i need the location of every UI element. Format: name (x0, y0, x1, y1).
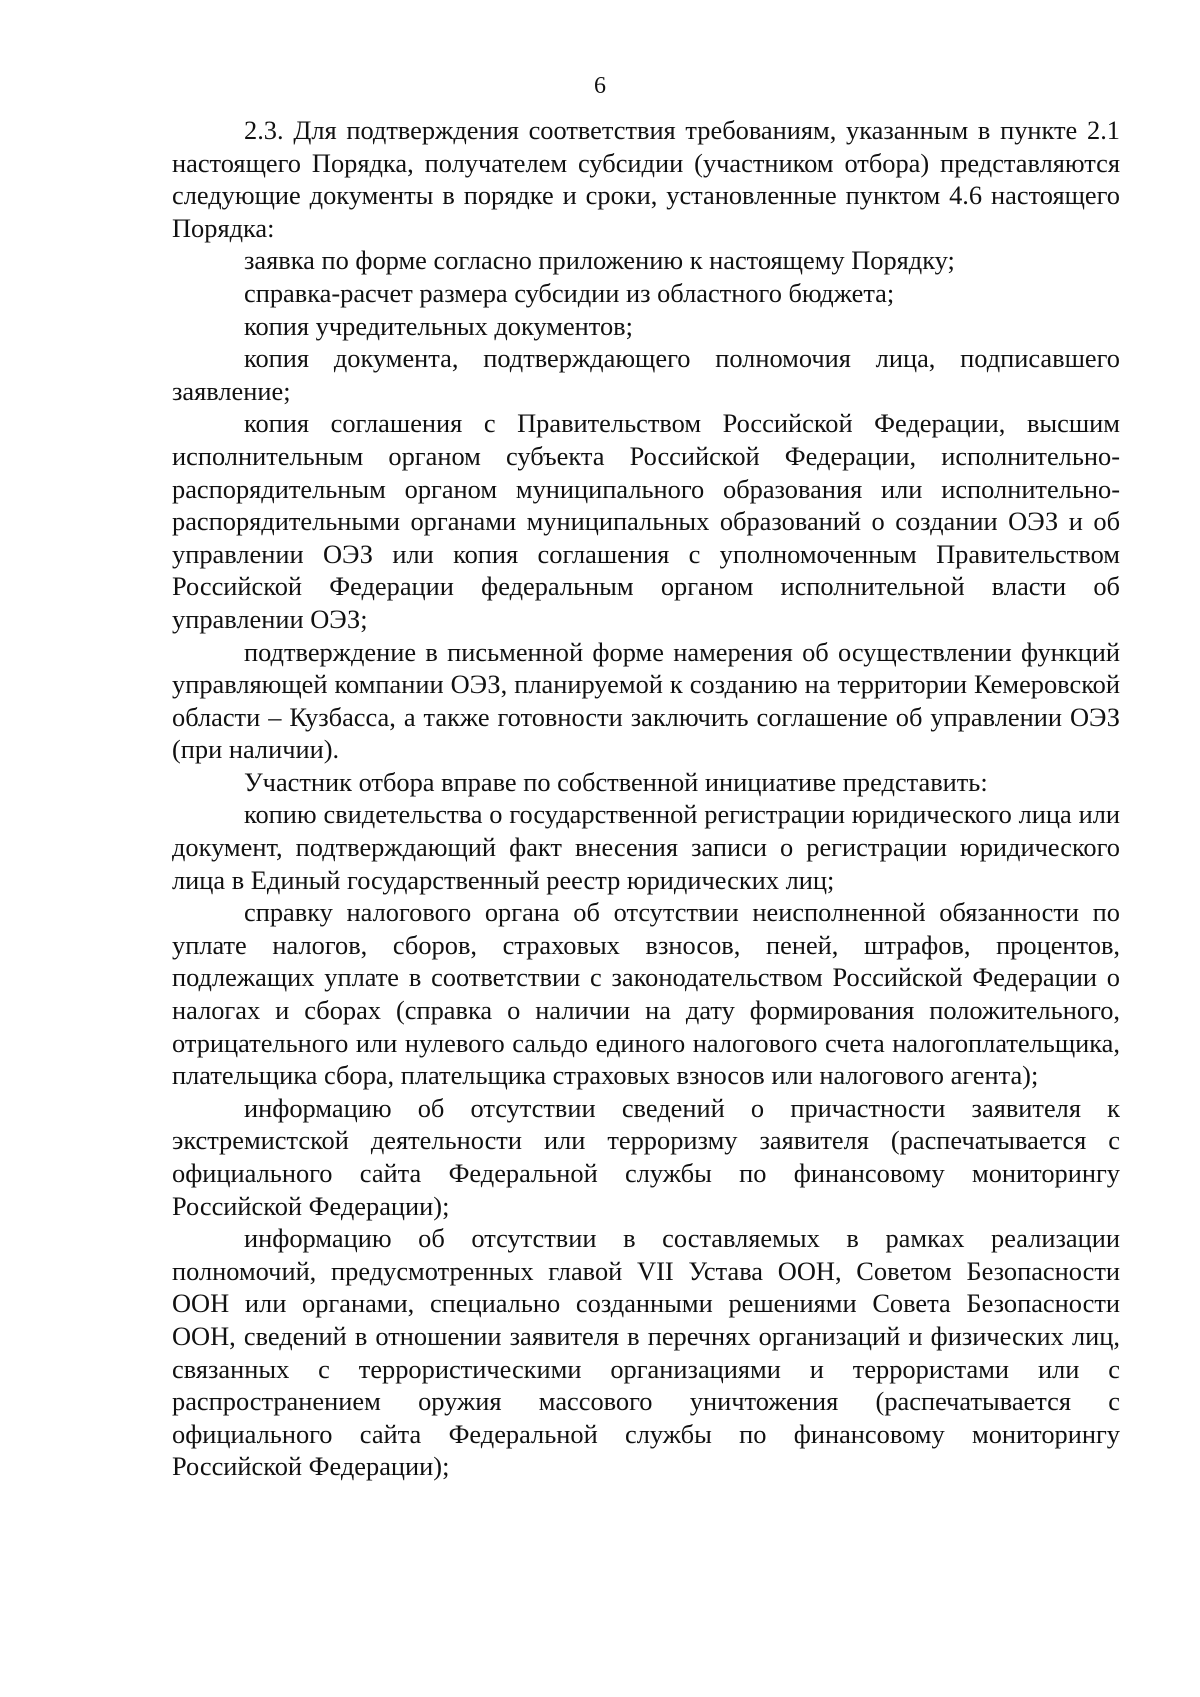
document-body (172, 114, 1120, 1483)
list-item: информацию об отсутствии в составляемых в рамках реализации полномочий, предусмотренных главой VII Устава ООН, Советом Безопасности ООН или органами, специально созданными решениями Совета Безопасности ООН, сведений в отношении заявителя в перечнях организаций и физических лиц, связанных с террористическими организациями и террористами или с распространением оружия массового уничтожения (распечатывается с официального сайта Федеральной службы по финансовому мониторингу Российской Федерации); (172, 1223, 1120, 1482)
list-item: справку налогового органа об отсутствии неисполненной обязанности по уплате налогов, сборов, страховых взносов, пеней, штрафов, процентов, подлежащих уплате в соответствии с законодательством Российской Федерации о налогах и сборах (справка о наличии на дату формирования положительного, отрицательного или нулевого сальдо единого налогового счета налогоплательщика, плательщика сбора, плательщика страховых взносов или налогового агента); (172, 897, 1120, 1091)
list-item: информацию об отсутствии сведений о причастности заявителя к экстремистской деятельности или терроризму заявителя (распечатывается с официального сайта Федеральной службы по финансовому мониторингу Российской Федерации); (172, 1092, 1120, 1221)
paragraph-optional-intro: Участник отбора вправе по собственной инициативе представить: (244, 766, 988, 797)
list-item: копию свидетельства о государственной регистрации юридического лица или документ, подтверждающий факт внесения записи о регистрации юридического лица в Единый государственный реестр юридических лиц; (172, 799, 1120, 895)
list-item: копия соглашения с Правительством Российской Федерации, высшим исполнительным органом субъекта Российской Федерации, исполнительно-распорядительным органом муниципального образования или исполнительно-распорядительными органами муниципальных образований о создании ОЭЗ и об управлении ОЭЗ или копия соглашения с уполномоченным Правительством Российской Федерации федеральным органом исполнительной власти об управлении ОЭЗ; (172, 408, 1120, 634)
page-number: 6 (594, 73, 606, 99)
list-item: копия учредительных документов; (244, 310, 633, 341)
list-item: заявка по форме согласно приложению к настоящему Порядку; (244, 245, 955, 276)
paragraph-intro: 2.3. Для подтверждения соответствия требованиям, указанным в пункте 2.1 настоящего Порядка, получателем субсидии (участником отбора) представляются следующие документы в порядке и сроки, установленные пунктом 4.6 настоящего Порядка: (172, 115, 1120, 243)
list-item: копия документа, подтверждающего полномочия лица, подписавшего заявление; (172, 343, 1120, 406)
list-item: справка-расчет размера субсидии из областного бюджета; (244, 277, 895, 308)
list-item: подтверждение в письменной форме намерения об осуществлении функций управляющей компании ОЭЗ, планируемой к созданию на территории Кемеровской области – Кузбасса, а также готовности заключить соглашение об управлении ОЭЗ (при наличии). (172, 636, 1120, 765)
